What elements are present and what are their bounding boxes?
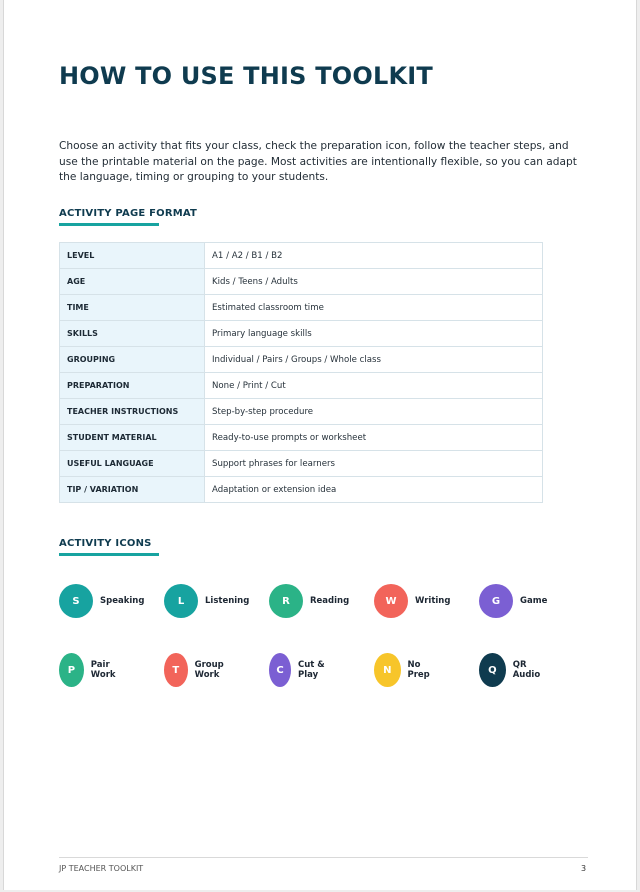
qr-audio-icon: Q xyxy=(479,653,506,687)
row-key: LEVEL xyxy=(60,243,205,269)
no-prep-icon: N xyxy=(374,653,401,687)
table-row xyxy=(60,451,543,477)
document-page xyxy=(3,0,637,890)
row-key: PREPARATION xyxy=(60,373,205,399)
pair-work-icon: P xyxy=(59,653,84,687)
table-row xyxy=(60,295,543,321)
icon-label: Speaking xyxy=(100,596,145,606)
table-row xyxy=(60,347,543,373)
row-key: GROUPING xyxy=(60,347,205,373)
row-key: TIP / VARIATION xyxy=(60,477,205,503)
intro-paragraph: Choose an activity that fits your class, check the preparation icon, follow the teacher steps, and use the printable material on the page. Most activities are intentionally flexible, so you can adapt the language, timing or grouping to your students. xyxy=(59,140,577,183)
table-row xyxy=(60,269,543,295)
row-value: Step-by-step procedure xyxy=(205,399,543,425)
cut-play-icon: C xyxy=(269,653,291,687)
section-heading-label: ACTIVITY PAGE FORMAT xyxy=(59,208,198,219)
table-row xyxy=(60,425,543,451)
section-heading-format xyxy=(59,208,197,219)
row-value: Individual / Pairs / Groups / Whole class xyxy=(205,347,543,373)
icon-legend-item xyxy=(269,653,330,687)
row-value: Primary language skills xyxy=(205,321,543,347)
section-heading-icons xyxy=(59,538,152,549)
icon-label: Pair Work xyxy=(90,660,116,680)
icon-label: Game xyxy=(520,596,548,606)
icon-label: Group Work xyxy=(194,660,224,680)
writing-icon: W xyxy=(374,584,408,618)
row-value: Ready-to-use prompts or worksheet xyxy=(205,425,543,451)
table-row xyxy=(60,477,543,503)
row-key: AGE xyxy=(60,269,205,295)
icon-legend-item xyxy=(374,653,437,687)
icon-legend-item xyxy=(59,584,144,618)
listening-icon: L xyxy=(164,584,198,618)
icon-legend-item xyxy=(164,584,249,618)
table-row xyxy=(60,373,543,399)
icon-legend-item xyxy=(269,584,349,618)
row-value: Estimated classroom time xyxy=(205,295,543,321)
footer-title: JP TEACHER TOOLKIT xyxy=(59,864,144,873)
row-value: Kids / Teens / Adults xyxy=(205,269,543,295)
icon-label: Reading xyxy=(310,596,350,606)
row-value: Support phrases for learners xyxy=(205,451,543,477)
icon-legend-item xyxy=(59,653,125,687)
heading-underline xyxy=(59,223,159,226)
table-row xyxy=(60,243,543,269)
row-key: USEFUL LANGUAGE xyxy=(60,451,205,477)
reading-icon: R xyxy=(269,584,303,618)
group-work-icon: T xyxy=(164,653,188,687)
row-key: TEACHER INSTRUCTIONS xyxy=(60,399,205,425)
page-number: 3 xyxy=(581,864,587,873)
icon-label: Listening xyxy=(205,596,250,606)
icon-label: QR Audio xyxy=(512,660,541,680)
icon-legend-item xyxy=(479,653,547,687)
icon-label: No Prep xyxy=(407,660,430,680)
format-table xyxy=(59,242,543,503)
row-value: A1 / A2 / B1 / B2 xyxy=(205,243,543,269)
icon-label: Writing xyxy=(415,596,451,606)
icon-legend-item xyxy=(479,584,547,618)
table-row xyxy=(60,321,543,347)
icon-legend-item xyxy=(164,653,234,687)
game-icon: G xyxy=(479,584,513,618)
table-row xyxy=(60,399,543,425)
page-title: HOW TO USE THIS TOOLKIT xyxy=(59,62,433,90)
icon-legend-item xyxy=(374,584,450,618)
row-key: STUDENT MATERIAL xyxy=(60,425,205,451)
speaking-icon: S xyxy=(59,584,93,618)
row-key: SKILLS xyxy=(60,321,205,347)
row-value: Adaptation or extension idea xyxy=(205,477,543,503)
heading-underline xyxy=(59,553,159,556)
row-value: None / Print / Cut xyxy=(205,373,543,399)
footer-divider xyxy=(59,857,588,858)
row-key: TIME xyxy=(60,295,205,321)
icon-label: Cut & Play xyxy=(297,660,325,680)
section-heading-label: ACTIVITY ICONS xyxy=(59,538,152,549)
